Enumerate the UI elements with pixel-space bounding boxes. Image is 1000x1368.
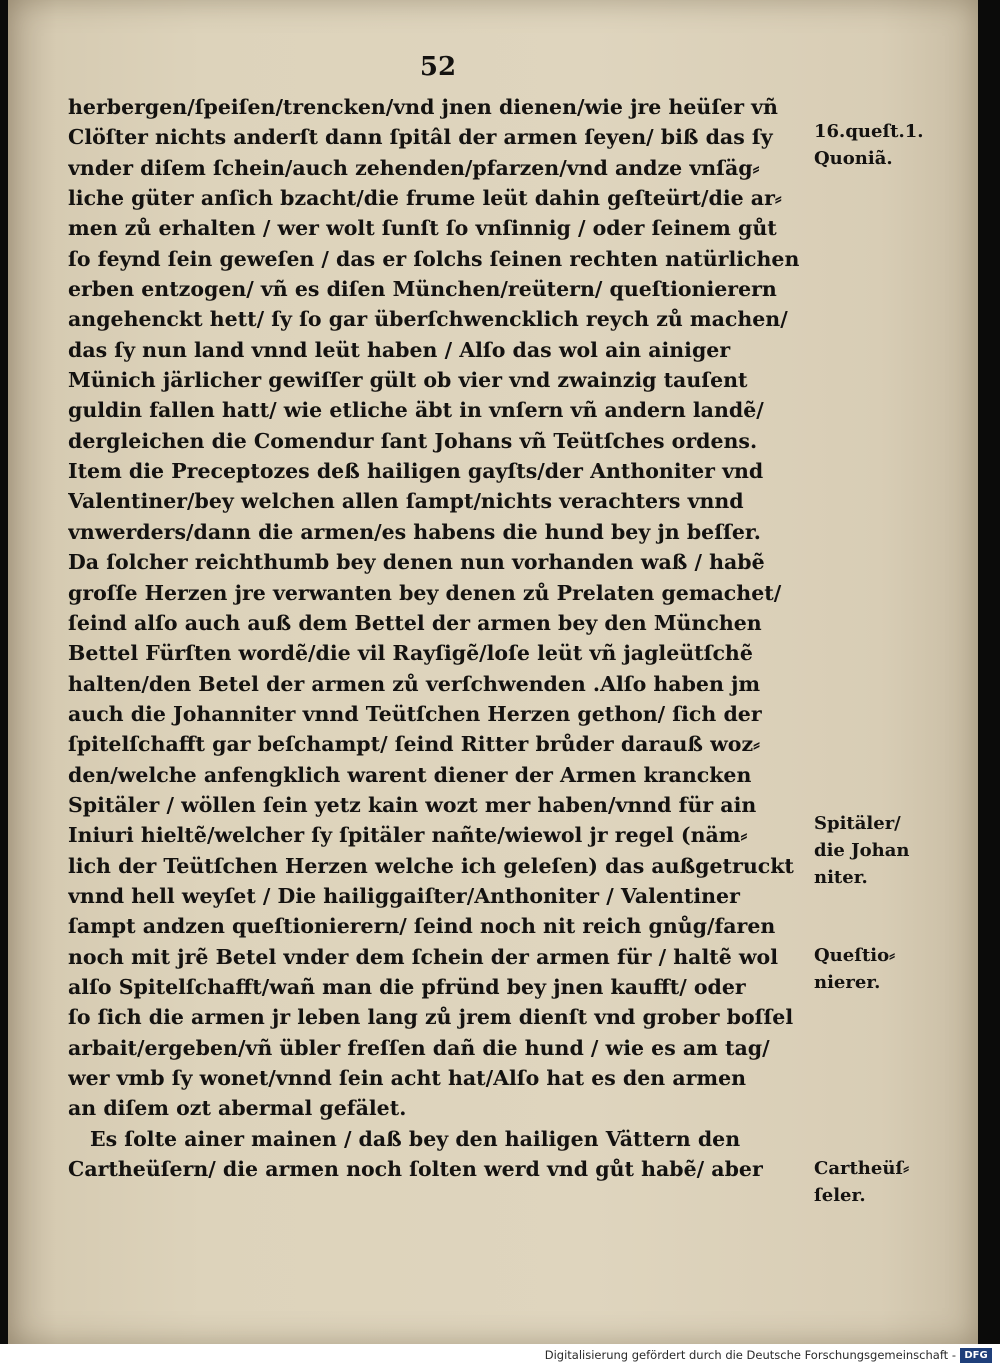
text-line: an diſem ozt abermal gefälet. <box>68 1096 407 1121</box>
scanned-page <box>8 0 978 1344</box>
text-line: halten/den Betel der armen zů verſchwenden .Alſo haben jm <box>68 671 761 696</box>
text-line: Bettel Fürſten wordẽ/die vil Rayſigẽ/loſe leüt vñ jagleütſchẽ <box>68 641 753 666</box>
text-line: herbergen/ſpeiſen/trencken/vnd jnen dienen/wie jre heüſer vñ <box>68 95 778 119</box>
text-line: dergleichen die Comendur ſant Johans vñ Teütſches ordens. <box>68 428 758 453</box>
margin-note <box>814 810 910 891</box>
margin-note-line: niter. <box>814 867 868 888</box>
margin-note <box>814 942 895 996</box>
text-line: angehenckt hett/ ſy ſo gar überſchwencklich reych zů machen/ <box>68 307 788 332</box>
margin-note <box>814 1155 909 1209</box>
text-line: guldin fallen hatt/ wie etliche äbt in vnſern vñ andern landẽ/ <box>68 398 764 423</box>
text-line: lich der Teütſchen Herzen welche ich geleſen) das außgetruckt <box>68 853 794 878</box>
text-line: wer vmb ſy wonet/vnnd ſein acht hat/Alſo hat es den armen <box>68 1066 747 1090</box>
text-line: groſſe Herzen jre verwanten bey denen zů Prelaten gemachet/ <box>68 580 782 605</box>
margin-note-line: ſeler. <box>814 1185 866 1206</box>
text-line: ſampt andzen queſtionierern/ ſeind noch nit reich gnůg/faren <box>68 914 776 939</box>
margin-note-line: Cartheüſ⸗ <box>814 1158 910 1179</box>
text-line: auch die Johanniter vnnd Teütſchen Herzen gethon/ ſich der <box>68 701 762 726</box>
margin-note-line: Quoniã. <box>814 148 893 169</box>
text-line: Clöſter nichts anderſt dann ſpitâl der armen ſeyen/ biß das ſy <box>68 125 773 150</box>
text-line: Iniuri hieltẽ/welcher ſy ſpitäler nañte/wiewol jr regel (näm⸗ <box>68 823 748 848</box>
page-number: 52 <box>419 52 457 82</box>
text-line: Cartheüſern/ die armen noch ſolten werd vnd gůt habẽ/ aber <box>68 1157 763 1182</box>
text-line: noch mit jrẽ Betel vnder dem ſchein der armen für / haltẽ wol <box>68 944 778 969</box>
text-line: ſpitelſchafft gar beſchampt/ ſeind Ritter brůder darauß woz⸗ <box>68 732 760 757</box>
text-line: arbait/ergeben/vñ übler freſſen dañ die hund / wie es am tag/ <box>68 1035 770 1060</box>
text-line: den/welche anfengklich warent diener der Armen krancken <box>68 762 752 787</box>
margin-note-line: die Johan <box>814 840 910 861</box>
text-line: vnnd hell weyſet / Die hailiggaiſter/Anthoniter / Valentiner <box>68 883 740 908</box>
text-line: vnwerders/dann die armen/es habens die hund bey jn beſſer. <box>68 519 761 544</box>
text-line: ſo ſich die armen jr leben lang zů jrem dienſt vnd grober boſſel <box>68 1005 794 1030</box>
body-text <box>68 92 813 1184</box>
margin-note-line: Spitäler/ <box>814 813 901 834</box>
footer-bar <box>0 1344 1000 1368</box>
text-line: das ſy nun land vnnd leüt haben / Alſo das wol ain ainiger <box>68 337 731 362</box>
text-line: ſo feynd ſein geweſen / das er ſolchs ſeinen rechten natürlichen <box>68 246 800 271</box>
funding-credit: Digitalisierung gefördert durch die Deutsche Forschungsgemeinschaft - <box>544 1348 956 1362</box>
text-line: Es ſolte ainer mainen / daß bey den hailigen Vättern den <box>90 1126 741 1151</box>
text-line: Da ſolcher reichthumb bey denen nun vorhanden waß / habẽ <box>68 550 765 575</box>
dfg-logo: DFG <box>960 1348 992 1363</box>
text-line: Item die Preceptozes deß hailigen gayſts/der Anthoniter vnd <box>68 459 764 484</box>
text-line: liche güter anſich bzacht/die frume leüt dahin geſteürt/die ar⸗ <box>68 186 782 211</box>
margin-note <box>814 118 924 172</box>
margin-note-line: 16.queſt.1. <box>814 121 924 142</box>
text-line: Valentiner/bey welchen allen ſampt/nichts verachters vnnd <box>68 489 744 514</box>
text-line: Münich järlicher gewiſſer gült ob vier vnd zwainzig tauſent <box>68 368 748 393</box>
text-line: vnder diſem ſchein/auch zehenden/pfarzen/vnd andze vnſäg⸗ <box>68 155 760 180</box>
text-line: Spitäler / wöllen ſein yetz kain wozt mer haben/vnnd für ain <box>68 792 757 817</box>
text-line: ſeind alſo auch auß dem Bettel der armen bey den München <box>68 610 762 635</box>
text-line: erben entzogen/ vñ es diſen München/reütern/ queſtionierern <box>68 277 777 302</box>
margin-note-line: Queſtio⸗ <box>814 945 896 966</box>
text-line: alſo Spitelſchafft/wañ man die pfründ bey jnen kaufft/ oder <box>68 974 746 999</box>
margin-note-line: nierer. <box>814 972 881 993</box>
text-line: men zů erhalten / wer wolt ſunſt ſo vnſinnig / oder ſeinem gůt <box>68 216 777 241</box>
